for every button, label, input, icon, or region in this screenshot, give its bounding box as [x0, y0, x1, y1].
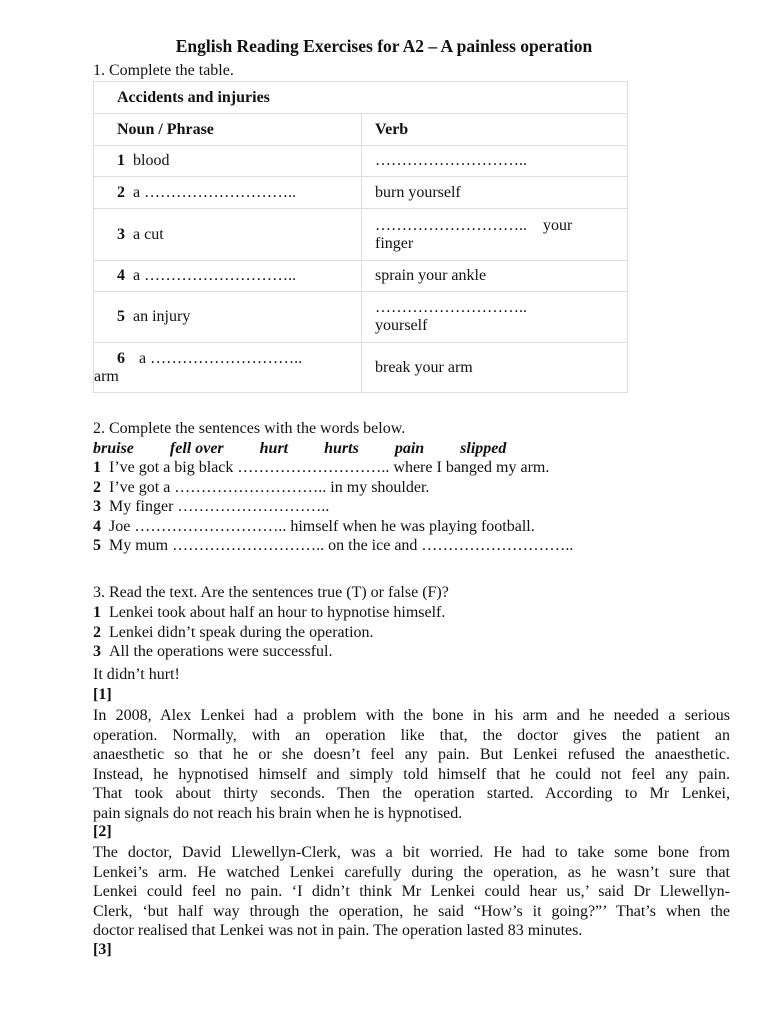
paragraph-label: [1]	[93, 686, 112, 703]
paragraph-line: In 2008, Alex Lenkei had a problem with the bone in his arm and he needed a serious	[93, 707, 730, 724]
row-number: 4	[117, 267, 125, 284]
sentence-number: 3	[93, 498, 101, 515]
statement-number: 2	[93, 624, 101, 641]
sentence	[93, 479, 429, 497]
statement-text: All the operations were successful.	[109, 643, 333, 660]
table-row	[94, 292, 628, 343]
word-bank	[93, 440, 538, 458]
paragraph-label: [3]	[93, 941, 112, 958]
column-header-noun: Noun / Phrase	[94, 114, 362, 146]
sentence	[93, 498, 329, 516]
row-number: 1	[117, 152, 125, 169]
paragraph-line: anaesthetic so that he or she doesn’t feel any pain. But Lenkei refused the anaesthetic.	[93, 746, 730, 764]
statement-text: Lenkei took about half an hour to hypnotise himself.	[109, 604, 446, 621]
paragraph-2	[93, 843, 730, 941]
noun-cell: an injury	[133, 308, 191, 325]
table-row	[94, 209, 628, 261]
verb-line-2: finger	[375, 234, 414, 252]
paragraph-label: [2]	[93, 823, 112, 840]
paragraph-line: doctor realised that Lenkei was not in pain. The operation lasted 83 minutes.	[93, 922, 583, 940]
verb-line-2: yourself	[375, 317, 428, 334]
word-bank-item: hurt	[259, 440, 289, 457]
sentence	[93, 459, 549, 477]
column-header-verb: Verb	[362, 114, 628, 146]
table-row	[94, 146, 628, 177]
noun-cell: a ………………………..	[139, 349, 303, 367]
word-bank-item: pain	[394, 440, 425, 457]
sentence	[93, 537, 573, 555]
paragraph-line: Clerk, ‘but half way through the operation, he said “How’s it going?”’ That’s when the	[93, 902, 730, 920]
sentence-number: 5	[93, 537, 101, 554]
paragraph-1	[93, 706, 730, 824]
noun-cell: a ………………………..	[133, 183, 297, 201]
exercise-3-instruction: 3. Read the text. Are the sentences true (T) or false (F)?	[93, 584, 449, 601]
sentence-text: Joe ……………………….. himself when he was playing football.	[109, 518, 535, 535]
table-row	[94, 177, 628, 209]
table-row	[94, 343, 628, 393]
word-bank-item: hurts	[324, 440, 359, 457]
sentence-text: My mum ……………………….. on the ice and ………………………..	[109, 537, 574, 554]
statement-number: 1	[93, 604, 101, 621]
verb-line-1: ……………………….. your	[375, 216, 573, 234]
paragraph-line: Lenkei could feel no pain. ‘I didn’t think Mr Lenkei could hear us,’ said Dr Llewellyn-	[93, 883, 730, 901]
sentence-number: 1	[93, 459, 101, 476]
verb-cell: break your arm	[362, 343, 628, 393]
sentence-number: 4	[93, 518, 101, 535]
statement	[93, 643, 332, 661]
table-title: Accidents and injuries	[94, 82, 628, 114]
statement-number: 3	[93, 643, 101, 660]
verb-cell: burn yourself	[362, 177, 628, 209]
sentence-text: My finger ………………………..	[109, 498, 330, 515]
row-number: 2	[117, 183, 125, 201]
noun-cell: a cut	[133, 225, 164, 243]
noun-cell: blood	[133, 152, 170, 169]
row-number: 6	[117, 349, 125, 367]
statement	[93, 604, 445, 622]
paragraph-line: pain signals do not reach his brain when he is hypnotised.	[93, 804, 463, 822]
paragraph-line: Lenkei’s arm. He watched Lenkei carefully during the operation, as he wasn’t sure that	[93, 863, 730, 881]
paragraph-line: Instead, he hypnotised himself and simply told himself that he could not feel any pain.	[93, 765, 730, 783]
sentence-text: I’ve got a ……………………….. in my shoulder.	[109, 479, 430, 496]
verb-cell	[362, 292, 628, 343]
row-number: 5	[117, 308, 125, 325]
exercise-2-instruction: 2. Complete the sentences with the words below.	[93, 420, 406, 437]
statement	[93, 624, 374, 642]
paragraph-line: The doctor, David Llewellyn-Clerk, was a bit worried. He had to take some bone from	[93, 844, 730, 861]
table-row	[94, 261, 628, 292]
noun-cell: a ………………………..	[133, 267, 297, 284]
word-bank-item: bruise	[93, 440, 134, 457]
verb-line-1: ………………………..	[375, 299, 527, 316]
word-bank-item: slipped	[460, 440, 507, 457]
sentence-number: 2	[93, 479, 101, 496]
row-number: 3	[117, 225, 125, 243]
noun-cell-wrapped	[94, 343, 362, 393]
word-bank-item: fell over	[169, 440, 224, 457]
verb-cell: sprain your ankle	[362, 261, 628, 292]
accidents-table	[93, 81, 628, 393]
sentence-text: I’ve got a big black ……………………….. where I banged my arm.	[109, 459, 550, 476]
exercise-1-instruction: 1. Complete the table.	[93, 62, 234, 79]
verb-cell: ………………………..	[362, 146, 628, 177]
statement-text: Lenkei didn’t speak during the operation.	[109, 624, 374, 641]
paragraph-line: operation. Normally, with an operation like that, the doctor gives the patient an	[93, 726, 730, 744]
story-heading: It didn’t hurt!	[93, 666, 180, 683]
noun-line-2: arm	[94, 367, 119, 385]
page-title: English Reading Exercises for A2 – A painless operation	[175, 36, 593, 56]
sentence	[93, 518, 535, 536]
verb-cell	[362, 209, 628, 261]
paragraph-line: That took about thirty seconds. Then the operation started. According to Mr Lenkei,	[93, 785, 730, 803]
